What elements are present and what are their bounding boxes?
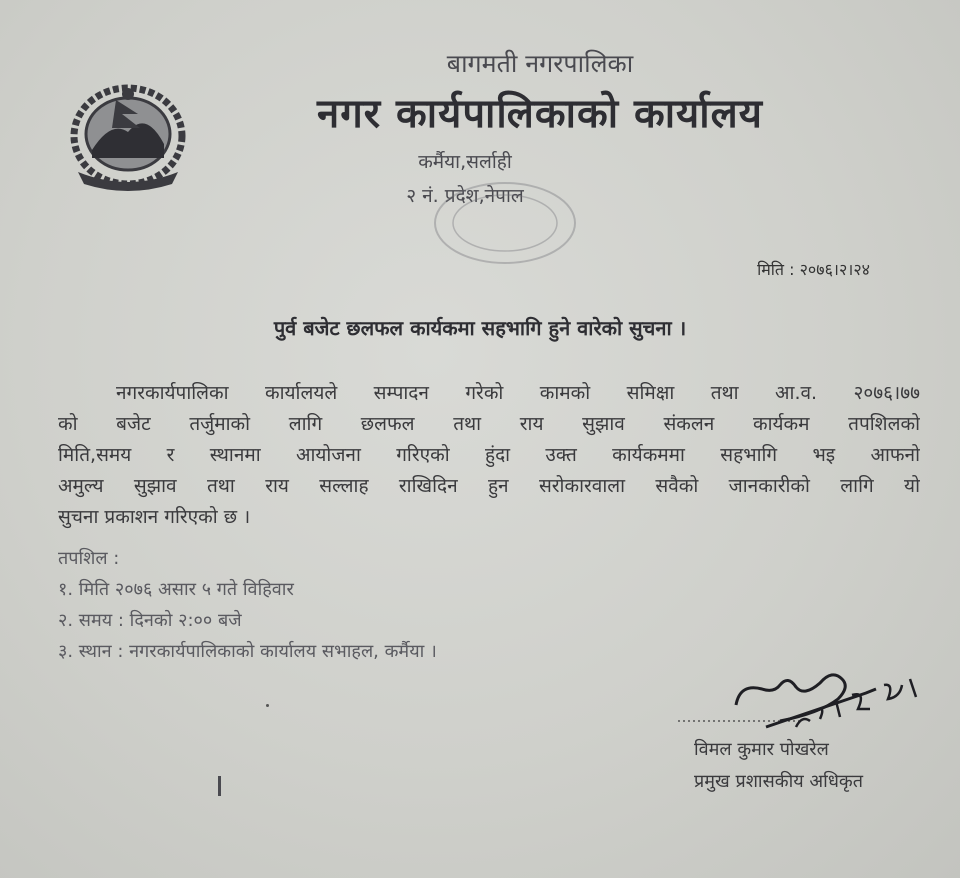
municipality-name: बागमती नगरपालिका (446, 49, 634, 78)
office-stamp-icon (430, 178, 580, 268)
details-heading: तपशिल : (58, 548, 120, 569)
body-line: अमुल्य सुझाव तथा राय सल्लाह राखिदिन हुन सरोकारवाला सवैको जानकारीको लागि यो (58, 475, 920, 497)
signatory-title: प्रमुख प्रशासकीय अधिकृत (694, 771, 863, 792)
issue-date: मिति : २०७६।२।२४ (757, 260, 870, 279)
details-item-venue: ३. स्थान : नगरकार्यपालिकाको कार्यालय सभाहल, कर्मैया । (58, 641, 437, 662)
body-line: को बजेट तर्जुमाको लागि छलफल तथा राय सुझाव संकलन कार्यकम तपशिलको (58, 413, 920, 435)
signature-icon (670, 655, 940, 735)
body-line: नगरकार्यपालिका कार्यालयले सम्पादन गरेको कामको समिक्षा तथा आ.व. २०७६।७७ (116, 382, 920, 404)
ink-mark (218, 776, 221, 796)
body-line: सुचना प्रकाशन गरिएको छ । (58, 506, 251, 528)
nepal-emblem-icon (66, 80, 190, 192)
signatory-block (694, 734, 863, 798)
office-city: कर्मैया,सर्लाही (418, 151, 512, 173)
notice-subject: पुर्व बजेट छलफल कार्यकमा सहभागि हुने वारेको सुचना । (273, 316, 687, 340)
details-item-time: २. समय : दिनको २:०० बजे (58, 610, 242, 631)
notice-body (58, 378, 920, 533)
ink-dot (266, 704, 269, 707)
office-province: २ नं. प्रदेश,नेपाल (406, 185, 524, 207)
body-line: मिति,समय र स्थानमा आयोजना गरिएको हुंदा उक्त कार्यकममा सहभागि भइ आफनो (58, 444, 920, 466)
signatory-name: विमल कुमार पोखरेल (694, 739, 829, 760)
details-item-date: १. मिति २०७६ असार ५ गते विहिवार (58, 579, 294, 600)
office-title: नगर कार्यपालिकाको कार्यालय (317, 91, 763, 137)
event-details (58, 543, 758, 667)
